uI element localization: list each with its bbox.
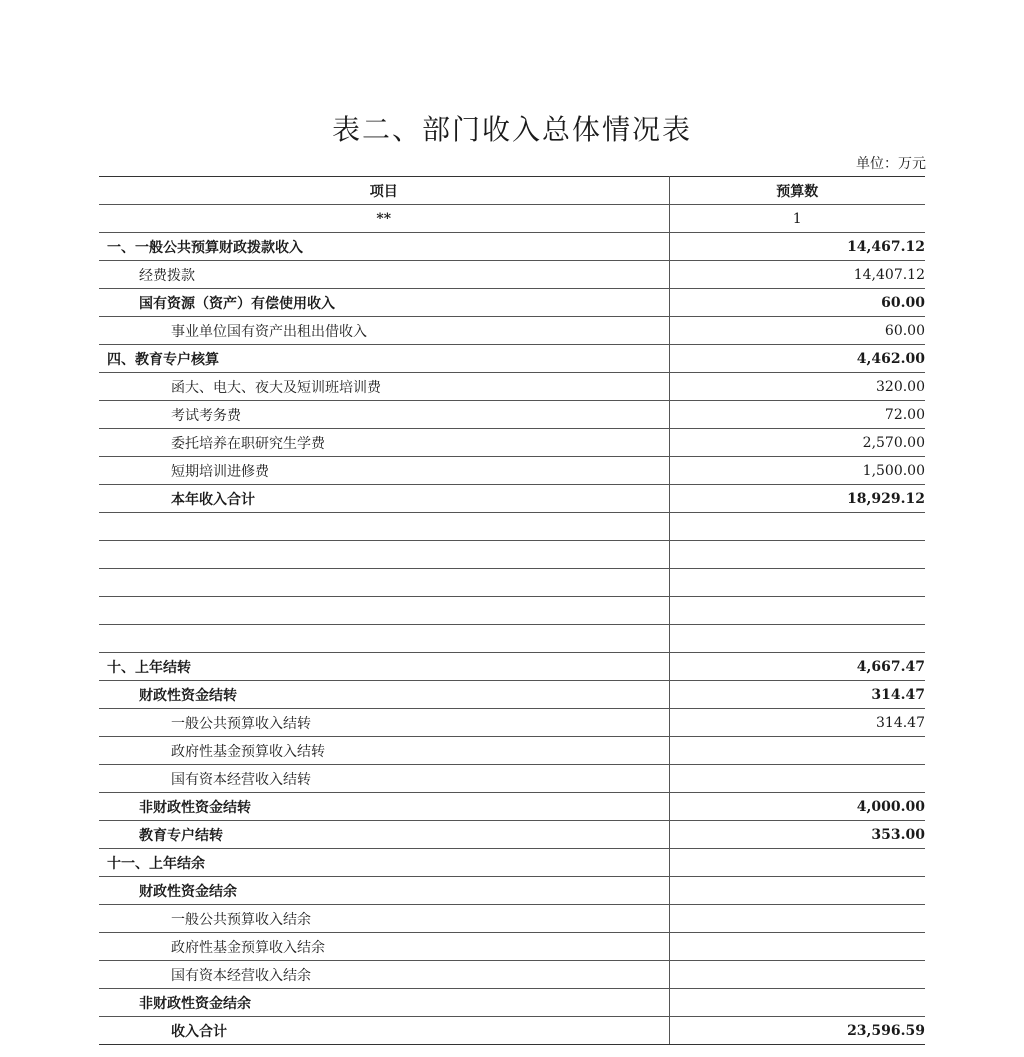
row-item-label: 财政性资金结转 bbox=[99, 681, 669, 709]
row-amount: 2,570.00 bbox=[669, 429, 925, 457]
table-header bbox=[99, 177, 925, 205]
row-amount bbox=[669, 961, 925, 989]
row-amount bbox=[669, 597, 925, 625]
row-amount: 1,500.00 bbox=[669, 457, 925, 485]
row-item-label: 政府性基金预算收入结转 bbox=[99, 737, 669, 765]
row-amount bbox=[669, 737, 925, 765]
table-row bbox=[99, 653, 925, 681]
table-row bbox=[99, 709, 925, 737]
row-item-label: 一般公共预算收入结转 bbox=[99, 709, 669, 737]
row-amount bbox=[669, 513, 925, 541]
row-item-label: 非财政性资金结余 bbox=[99, 989, 669, 1017]
table-row bbox=[99, 373, 925, 401]
row-amount bbox=[669, 765, 925, 793]
row-item-label: 非财政性资金结转 bbox=[99, 793, 669, 821]
table-row bbox=[99, 793, 925, 821]
row-amount: 353.00 bbox=[669, 821, 925, 849]
row-amount bbox=[669, 933, 925, 961]
table-row bbox=[99, 597, 925, 625]
row-item-label: 委托培养在职研究生学费 bbox=[99, 429, 669, 457]
row-amount: 314.47 bbox=[669, 681, 925, 709]
row-item-label: 政府性基金预算收入结余 bbox=[99, 933, 669, 961]
table-row bbox=[99, 345, 925, 373]
row-amount: 14,467.12 bbox=[669, 233, 925, 261]
index-row bbox=[99, 205, 925, 233]
row-item-label: 教育专户结转 bbox=[99, 821, 669, 849]
row-amount bbox=[669, 849, 925, 877]
row-item-label: 国有资本经营收入结余 bbox=[99, 961, 669, 989]
table-row bbox=[99, 877, 925, 905]
table-row bbox=[99, 737, 925, 765]
row-item-label bbox=[99, 597, 669, 625]
table-row bbox=[99, 457, 925, 485]
row-item-label: 一般公共预算收入结余 bbox=[99, 905, 669, 933]
row-amount bbox=[669, 905, 925, 933]
unit-label: 单位：万元 bbox=[856, 156, 926, 172]
table-row bbox=[99, 429, 925, 457]
row-amount: 23,596.59 bbox=[669, 1017, 925, 1045]
row-item-label bbox=[99, 541, 669, 569]
row-item-label bbox=[99, 513, 669, 541]
row-item-label: 十、上年结转 bbox=[99, 653, 669, 681]
row-item-label: 财政性资金结余 bbox=[99, 877, 669, 905]
row-item-label: 本年收入合计 bbox=[99, 485, 669, 513]
row-item-label bbox=[99, 569, 669, 597]
table-row bbox=[99, 1017, 925, 1045]
row-item-label: 函大、电大、夜大及短训班培训费 bbox=[99, 373, 669, 401]
row-amount: 72.00 bbox=[669, 401, 925, 429]
index-row-amount: 1 bbox=[669, 205, 925, 233]
table-row bbox=[99, 933, 925, 961]
table-row bbox=[99, 485, 925, 513]
row-item-label: 收入合计 bbox=[99, 1017, 669, 1045]
income-table bbox=[99, 176, 925, 1045]
table-row bbox=[99, 233, 925, 261]
row-item-label: 考试考务费 bbox=[99, 401, 669, 429]
table-row bbox=[99, 625, 925, 653]
row-amount: 4,000.00 bbox=[669, 793, 925, 821]
table-row bbox=[99, 989, 925, 1017]
table-row bbox=[99, 317, 925, 345]
row-item-label: 四、教育专户核算 bbox=[99, 345, 669, 373]
row-amount: 14,407.12 bbox=[669, 261, 925, 289]
row-item-label: 事业单位国有资产出租出借收入 bbox=[99, 317, 669, 345]
row-amount bbox=[669, 541, 925, 569]
table-row bbox=[99, 289, 925, 317]
table-row bbox=[99, 261, 925, 289]
table-row bbox=[99, 401, 925, 429]
row-item-label bbox=[99, 625, 669, 653]
row-item-label: 短期培训进修费 bbox=[99, 457, 669, 485]
header-amount: 预算数 bbox=[669, 177, 925, 205]
row-amount: 4,462.00 bbox=[669, 345, 925, 373]
header-item: 项目 bbox=[99, 177, 669, 205]
row-item-label: 经费拨款 bbox=[99, 261, 669, 289]
row-item-label: 国有资源（资产）有偿使用收入 bbox=[99, 289, 669, 317]
table-row bbox=[99, 849, 925, 877]
row-amount: 320.00 bbox=[669, 373, 925, 401]
row-amount: 60.00 bbox=[669, 317, 925, 345]
page-title: 表二、部门收入总体情况表 bbox=[331, 113, 692, 146]
row-item-label: 一、一般公共预算财政拨款收入 bbox=[99, 233, 669, 261]
row-amount bbox=[669, 625, 925, 653]
row-amount bbox=[669, 877, 925, 905]
row-amount: 18,929.12 bbox=[669, 485, 925, 513]
table-row bbox=[99, 513, 925, 541]
table-row bbox=[99, 765, 925, 793]
table-row bbox=[99, 905, 925, 933]
row-amount: 4,667.47 bbox=[669, 653, 925, 681]
table-row bbox=[99, 569, 925, 597]
row-item-label: 十一、上年结余 bbox=[99, 849, 669, 877]
row-amount bbox=[669, 989, 925, 1017]
row-item-label: 国有资本经营收入结转 bbox=[99, 765, 669, 793]
table-row bbox=[99, 681, 925, 709]
index-row-item: ** bbox=[99, 205, 669, 233]
row-amount: 314.47 bbox=[669, 709, 925, 737]
row-amount: 60.00 bbox=[669, 289, 925, 317]
table-row bbox=[99, 961, 925, 989]
header-row bbox=[99, 177, 925, 205]
table-row bbox=[99, 821, 925, 849]
row-amount bbox=[669, 569, 925, 597]
table-row bbox=[99, 541, 925, 569]
table-body bbox=[99, 205, 925, 1045]
